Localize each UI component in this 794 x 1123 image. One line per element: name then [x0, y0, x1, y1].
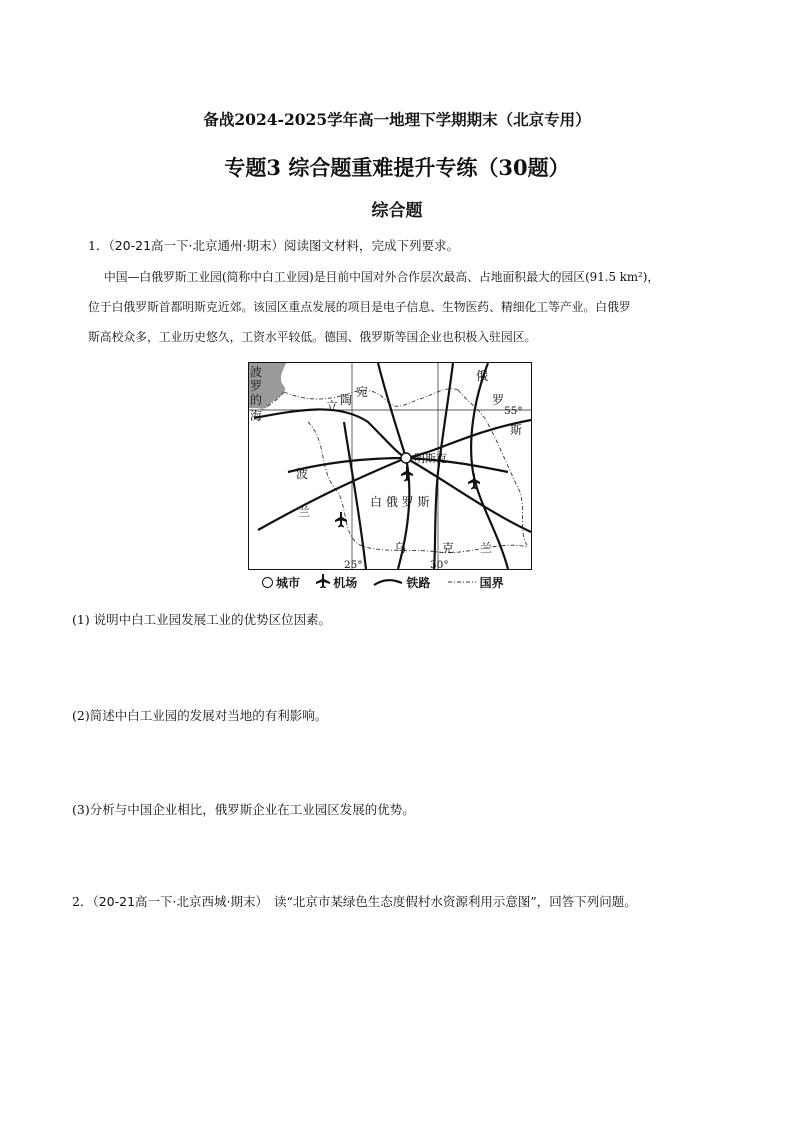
question-2-heading: [72, 892, 637, 910]
longitude-label-25: 25°: [344, 559, 363, 570]
sea-label-1: 波: [250, 365, 263, 379]
sea-label-2: 罗: [250, 379, 263, 393]
belarus-label: 白 俄 罗 斯: [370, 495, 430, 509]
legend-city: 城市: [276, 576, 301, 590]
legend-railway: 铁路: [406, 576, 431, 590]
ukraine-label-2: 克: [442, 541, 455, 555]
airplane-icon: [316, 574, 330, 591]
minsk-city-marker: [401, 453, 411, 463]
question-source: （20-21高一下·北京通州·期末）: [108, 238, 284, 253]
longitude-label-30: 30°: [430, 559, 449, 570]
ukraine-label-3: 兰: [480, 541, 493, 555]
material-line-1: 中国—白俄罗斯工业园(简称中白工业园)是目前中国对外合作层次最高、占地面积最大的园区(91.5 km²)，: [104, 270, 660, 284]
legend-border: 国界: [479, 576, 504, 590]
question-prompt: 读“北京市某绿色生态度假村水资源利用示意图”，回答下列问题。: [273, 894, 637, 909]
russia-label-3: 斯: [510, 423, 523, 437]
railway-icon: [373, 576, 403, 590]
minsk-label: 明斯克: [414, 452, 447, 465]
question-source: （20-21高一下·北京西城·期末）: [92, 894, 268, 909]
question-number: 2．: [72, 894, 93, 909]
border-icon: [447, 576, 477, 590]
sub-question-1: (1) 说明中白工业园发展工业的优势区位因素。: [72, 612, 332, 627]
lithuania-label-1: 立: [326, 399, 339, 413]
lithuania-label-2: 陶: [340, 393, 353, 407]
map-legend: [262, 574, 504, 591]
latitude-label: 55°: [504, 405, 523, 417]
question-1-heading: [88, 236, 459, 254]
sub-question-3: (3)分析与中国企业相比，俄罗斯企业在工业园区发展的优势。: [72, 802, 415, 817]
question-number: 1．: [88, 238, 109, 253]
sea-label-4: 海: [250, 409, 263, 423]
material-line-3: 斯高校众多，工业历史悠久，工资水平较低。德国、俄罗斯等国企业也积极入驻园区。: [88, 330, 537, 344]
legend-airport: 机场: [333, 576, 358, 590]
poland-label-1: 波: [296, 467, 309, 481]
sea-label-3: 的: [250, 393, 263, 407]
sub-question-2: (2)简述中白工业园的发展对当地的有利影响。: [72, 708, 328, 723]
material-line-2: 位于白俄罗斯首都明斯克近郊。该园区重点发展的项目是电子信息、生物医药、精细化工等产业。白俄罗: [88, 300, 631, 314]
russia-label-1: 俄: [476, 369, 489, 383]
lithuania-label-3: 宛: [356, 385, 369, 399]
poland-label-2: 兰: [298, 505, 311, 519]
page-header: 备战2024-2025学年高一地理下学期期末（北京专用）: [203, 110, 591, 129]
page-title: 专题3 综合题重难提升专练（30题）: [224, 155, 570, 180]
ukraine-label-1: 乌: [394, 541, 407, 555]
section-heading: 综合题: [371, 201, 423, 221]
map-frame: [249, 363, 532, 570]
belarus-map: [248, 362, 532, 570]
question-prompt: 阅读图文材料，完成下列要求。: [283, 238, 459, 253]
russia-label-2: 罗: [492, 393, 505, 407]
circle-icon: [262, 577, 273, 588]
